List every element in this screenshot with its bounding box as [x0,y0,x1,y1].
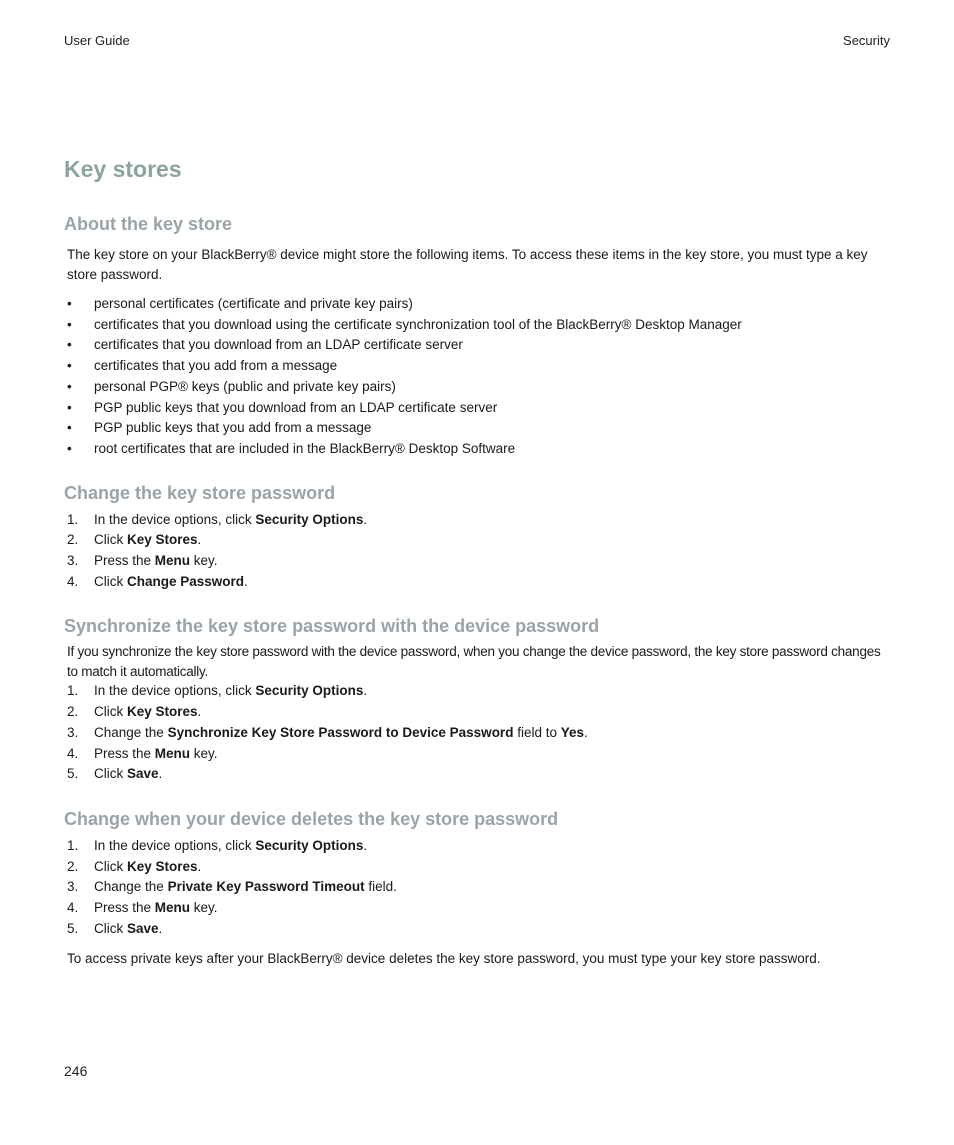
ui-term: Security Options [255,511,364,527]
running-header-section: Security [843,33,890,48]
step-number: 2. [67,532,79,548]
step-number: 4. [67,745,79,761]
ui-term: Menu [154,745,191,761]
list-item [64,335,894,356]
sync-intro-paragraph: If you synchronize the key store password with the device password, when you change the device password, the key store password changes to match it automatically. [67,644,881,679]
list-item-text: PGP public keys that you download from an LDAP certificate server [94,399,498,415]
step-item: 3. Press the Menu key. [64,551,894,572]
bullet-marker: • [67,337,72,353]
list-item [64,315,894,336]
step-item: 4. Press the Menu key. [64,744,894,765]
ui-term: Key Stores [127,532,198,548]
page-content [64,153,894,969]
list-item-text: personal PGP® keys (public and private key pairs) [94,378,396,394]
ui-term: Yes [560,724,584,740]
change-password-steps [64,510,894,593]
list-item-text: certificates that you add from a message [94,358,338,374]
running-header-guide: User Guide [64,33,130,48]
ui-term: Private Key Password Timeout [167,879,365,895]
list-item-text: certificates that you download from an LDAP certificate server [94,337,463,353]
section-heading-change-password: Change the key store password [64,482,336,503]
step-item: 5. Click Save. [64,919,894,940]
list-item-text: certificates that you download using the certificate synchronization tool of the BlackBerry® Desktop Manager [94,316,742,332]
page-title: Key stores [64,156,182,182]
list-item [64,377,894,398]
page-number: 246 [64,1063,88,1079]
ui-term: Save [127,920,159,936]
list-item [64,294,894,315]
step-item: 2. Click Key Stores. [64,702,894,723]
step-number: 1. [67,511,79,527]
step-number: 2. [67,704,79,720]
step-number: 4. [67,573,79,589]
section-heading-about: About the key store [64,214,233,234]
ui-term: Synchronize Key Store Password to Device Password [167,724,514,740]
step-item: 4. Click Change Password. [64,572,894,593]
list-item [64,398,894,419]
delete-timeout-steps [64,836,894,940]
step-number: 3. [67,879,79,895]
list-item [64,418,894,439]
ui-term: Key Stores [127,704,198,720]
key-store-items-list [64,294,894,460]
sync-password-steps [64,681,894,785]
bullet-marker: • [67,378,72,394]
list-item-text: root certificates that are included in the BlackBerry® Desktop Software [94,440,516,456]
step-number: 1. [67,837,79,853]
list-item-text: PGP public keys that you add from a message [94,420,372,436]
ui-term: Menu [154,900,191,916]
step-item: 2. Click Key Stores. [64,530,894,551]
step-item: 1. In the device options, click Security Options. [64,681,894,702]
ui-term: Key Stores [127,858,198,874]
ui-term: Security Options [255,837,364,853]
ui-term: Security Options [255,683,364,699]
step-number: 2. [67,858,79,874]
step-number: 5. [67,920,79,936]
bullet-marker: • [67,358,72,374]
step-number: 3. [67,553,79,569]
step-item: 1. In the device options, click Security Options. [64,510,894,531]
step-item: 1. In the device options, click Security Options. [64,836,894,857]
bullet-marker: • [67,420,72,436]
step-number: 1. [67,683,79,699]
step-item: 2. Click Key Stores. [64,857,894,878]
list-item [64,356,894,377]
ui-term: Menu [154,553,191,569]
ui-term: Change Password [127,573,245,589]
delete-timeout-note: To access private keys after your BlackBerry® device deletes the key store password, you must type your key store password. [67,951,821,967]
list-item-text: personal certificates (certificate and private key pairs) [94,296,413,311]
bullet-marker: • [67,296,72,311]
step-number: 4. [67,900,79,916]
step-number: 3. [67,724,79,740]
step-number: 5. [67,766,79,782]
section-heading-delete-timeout: Change when your device deletes the key store password [64,808,559,829]
step-item: 4. Press the Menu key. [64,898,894,919]
step-item: 5. Click Save. [64,764,894,785]
bullet-marker: • [67,440,72,456]
ui-term: Save [127,766,159,782]
bullet-marker: • [67,399,72,415]
step-item: 3. Change the Synchronize Key Store Password to Device Password field to Yes. [64,723,894,744]
bullet-marker: • [67,316,72,332]
section-heading-sync-password: Synchronize the key store password with the device password [64,616,600,637]
step-item: 3. Change the Private Key Password Timeout field. [64,877,894,898]
about-intro-paragraph: The key store on your BlackBerry® device might store the following items. To access these items in the key store, you must type a key store password. [67,247,868,282]
list-item [64,439,894,460]
